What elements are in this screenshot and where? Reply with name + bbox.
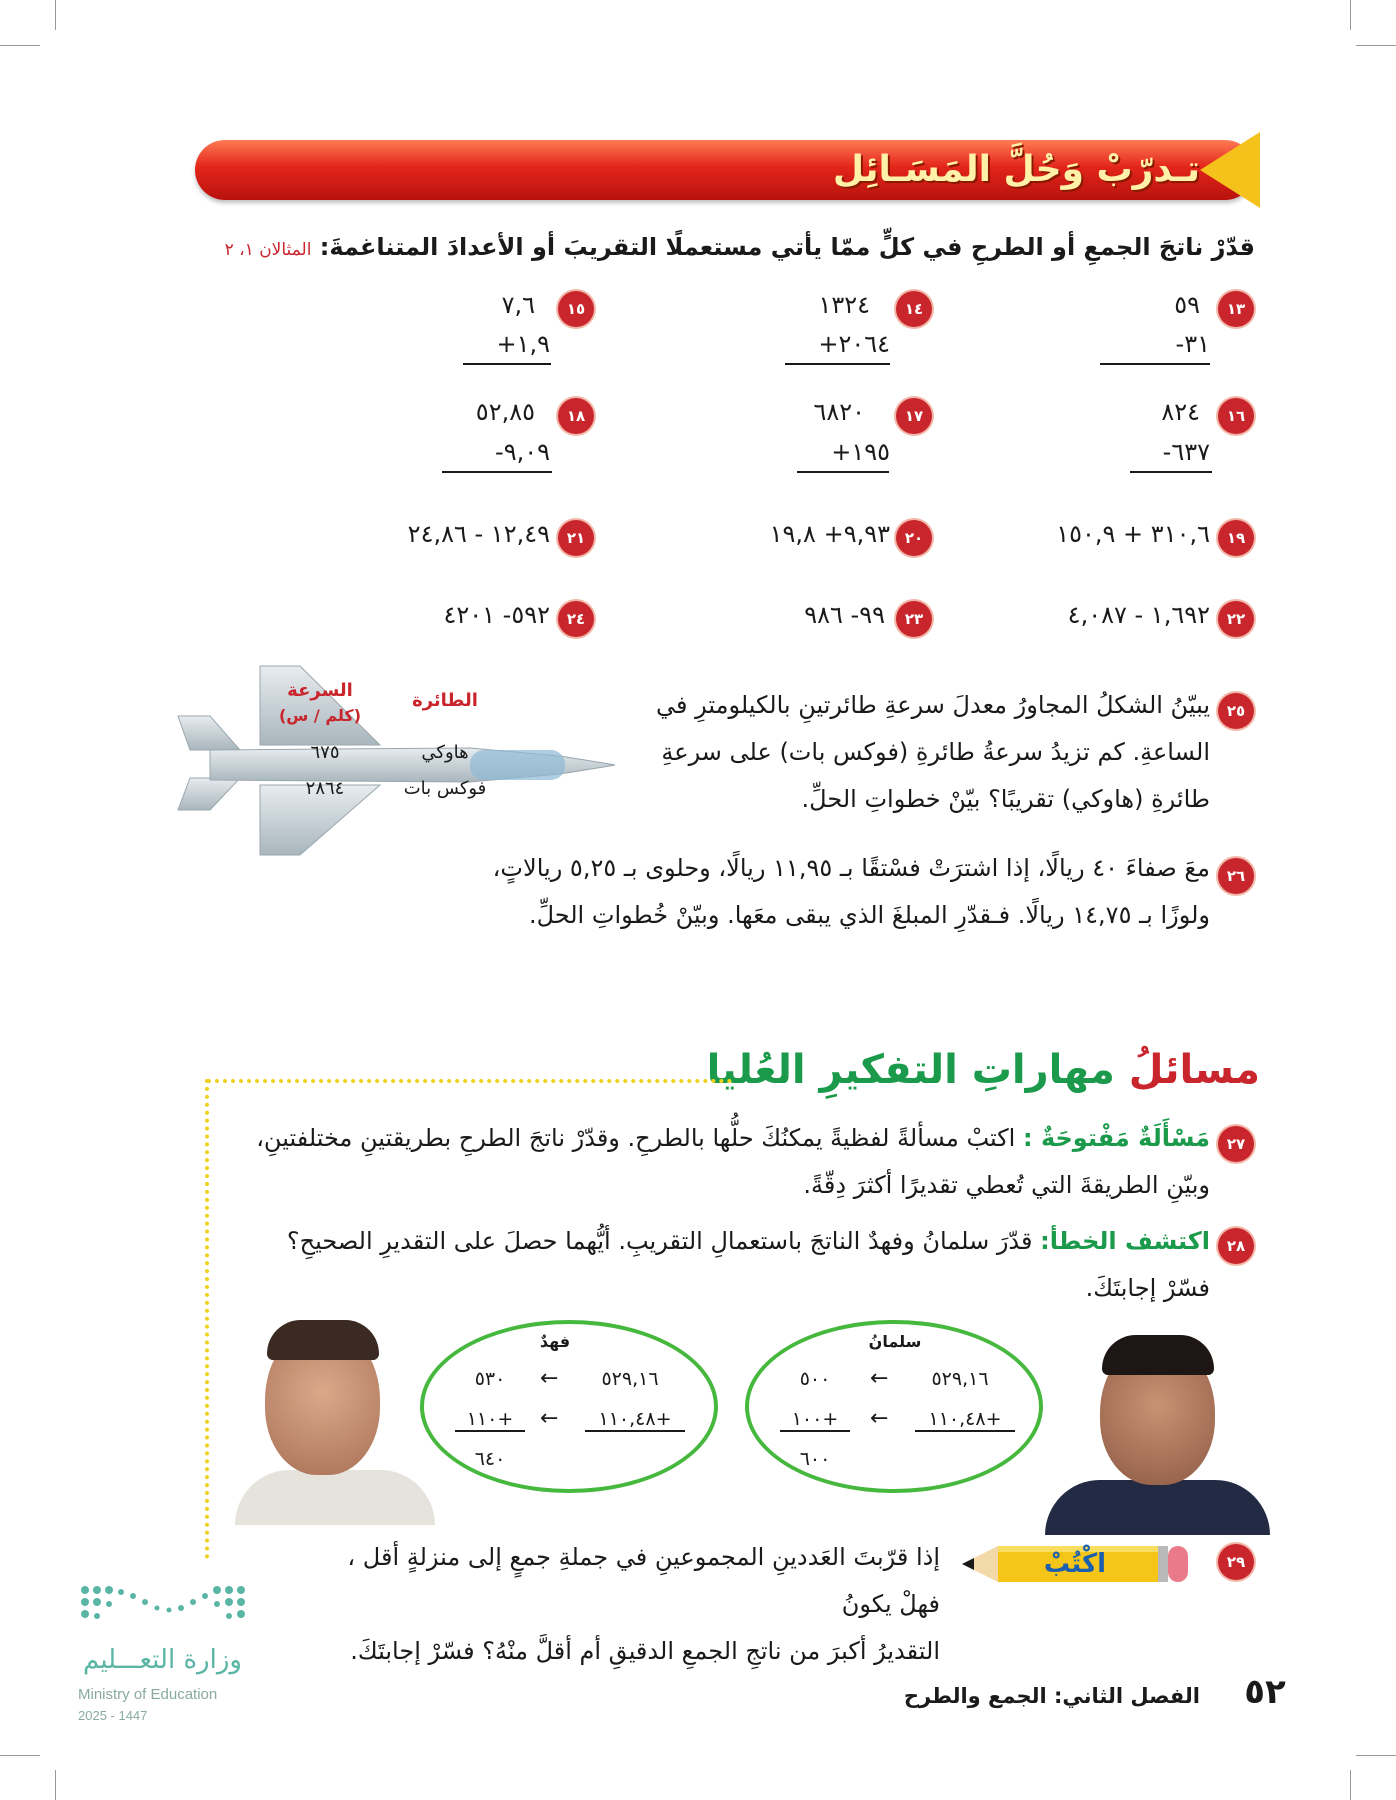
question-26-line: معَ صفاءَ ٤٠ ريالًا، إذا اشترَتْ فسْتقًا بـ ١١,٩٥ ريالًا، وحلوى بـ ٥,٢٥ ريالاتٍ، bbox=[492, 854, 1210, 882]
question-28-line: قدّرَ سلمانُ وفهدٌ الناتجَ باستعمالِ التقريبِ. أيُّهما حصلَ على التقديرِ الصحيحِ؟ bbox=[286, 1227, 1033, 1255]
arrow-left-icon: ← bbox=[870, 1406, 889, 1431]
question-29-line: إذا قرّبتَ العَددينِ المجموعينِ في جملةِ جمعٍ إلى منزلةٍ أقل ، فهلْ يكونُ bbox=[347, 1543, 940, 1618]
problem-number-badge: ١٩ bbox=[1218, 520, 1254, 556]
question-25-line: الساعةِ. كم تزيدُ سرعةُ طائرةِ (فوكس بات) على سرعةِ bbox=[661, 738, 1210, 766]
problem-17-bottom: ١٩٥+ bbox=[831, 438, 890, 466]
problem-19-expression: ٣١٠,٦ + ١٥٠,٩ bbox=[1056, 520, 1210, 548]
chapter-footer bbox=[870, 1684, 1200, 1708]
table-cell-plane: هاوكي bbox=[421, 742, 469, 763]
table-header-plane: الطائرة bbox=[412, 690, 478, 711]
open-ended-label: مَسْأَلَةٌ مَفْتوحَةٌ : bbox=[1023, 1124, 1210, 1152]
table-header-unit: (كلم / س) bbox=[278, 706, 362, 725]
problem-number-badge: ٢٢ bbox=[1218, 601, 1254, 637]
table-header-speed: السرعة bbox=[287, 680, 353, 701]
problem-16-rule bbox=[1130, 471, 1212, 473]
fahd-name: فهدٌ bbox=[539, 1332, 571, 1351]
fahd-original-1: ٥٢٩,١٦ bbox=[601, 1368, 659, 1390]
problem-number-badge: ١٦ bbox=[1218, 398, 1254, 434]
ministry-logo-icon bbox=[75, 1580, 250, 1635]
write-label: اكْتُبْ bbox=[1043, 1549, 1107, 1579]
salman-result: ٦٠٠ bbox=[799, 1448, 831, 1470]
problem-15-top: ٧,٦ bbox=[501, 291, 535, 319]
problem-15-bottom: ١,٩+ bbox=[496, 330, 550, 358]
question-25-text bbox=[620, 682, 1210, 823]
section-title: تـدرّبْ وَحُلَّ المَسَـائِل bbox=[832, 149, 1200, 190]
problem-22-expression: ١,٦٩٢ - ٤,٠٨٧ bbox=[1067, 601, 1210, 629]
question-28-text bbox=[230, 1218, 1210, 1312]
salman-estimate-2: ١٠٠+ bbox=[780, 1408, 850, 1432]
instruction-text: قدّرْ ناتجَ الجمعِ أو الطرحِ في كلٍّ ممّا يأتي مستعملًا التقريبَ أو الأعدادَ المتناغمةَ: bbox=[319, 233, 1255, 261]
table-cell-speed: ٦٧٥ bbox=[310, 742, 340, 763]
problem-17-top: ٦٨٢٠ bbox=[813, 398, 865, 426]
problem-17-rule bbox=[797, 471, 889, 473]
question-26-line: ولوزًا بـ ١٤,٧٥ ريالًا. فـقدّرِ المبلغَ الذي يبقى معَها. وبيّنْ خُطواتِ الحلِّ. bbox=[528, 901, 1210, 929]
problem-18-bottom: ٩,٠٩- bbox=[495, 438, 550, 466]
hots-dotted-line bbox=[207, 1079, 732, 1083]
crop-mark bbox=[55, 1770, 56, 1800]
salman-original-2: ١١٠,٤٨+ bbox=[915, 1408, 1015, 1432]
crop-mark bbox=[0, 45, 40, 46]
fahd-estimate-2: ١١٠+ bbox=[455, 1408, 525, 1432]
problem-16-bottom: ٦٣٧- bbox=[1162, 438, 1210, 466]
ministry-english: Ministry of Education bbox=[78, 1686, 218, 1703]
crop-mark bbox=[1356, 45, 1396, 46]
problem-14-top: ١٣٢٤ bbox=[818, 291, 870, 319]
instruction bbox=[224, 233, 1255, 261]
boy-fahd-photo bbox=[215, 1320, 435, 1520]
hots-header bbox=[706, 1040, 1260, 1100]
problem-number-badge: ٢٣ bbox=[896, 601, 932, 637]
fahd-estimate-1: ٥٣٠ bbox=[474, 1368, 506, 1390]
problem-14-bottom: ٢٠٦٤+ bbox=[818, 330, 890, 358]
problem-14-rule bbox=[785, 363, 890, 365]
problem-18-rule bbox=[442, 471, 552, 473]
fahd-result: ٦٤٠ bbox=[474, 1448, 506, 1470]
problem-20-expression: ٩,٩٣+ ١٩,٨ bbox=[769, 520, 890, 548]
problem-number-badge: ١٧ bbox=[896, 398, 932, 434]
shirt bbox=[1045, 1480, 1270, 1535]
problem-13-rule bbox=[1100, 363, 1210, 365]
problem-24-expression: ٥٩٢- ٤٢٠١ bbox=[443, 601, 550, 629]
arrow-left-icon: ← bbox=[540, 1366, 559, 1391]
example-ref: المثالان ١، ٢ bbox=[224, 240, 312, 260]
question-number-badge: ٢٥ bbox=[1218, 693, 1254, 729]
hair bbox=[267, 1320, 379, 1360]
boy-salman-photo bbox=[1040, 1330, 1270, 1530]
question-26-text bbox=[370, 845, 1210, 939]
crop-mark bbox=[1350, 1770, 1351, 1800]
problem-18-top: ٥٢,٨٥ bbox=[475, 398, 535, 426]
arrow-left-icon: ← bbox=[870, 1366, 889, 1391]
ministry-year: 2025 - 1447 bbox=[78, 1708, 148, 1723]
problem-number-badge: ٢٤ bbox=[558, 601, 594, 637]
question-29-line: التقديرُ أكبرَ من ناتجِ الجمعِ الدقيقِ أم أقلَّ منْهُ؟ فسّرْ إجابتَكَ. bbox=[350, 1637, 940, 1665]
salman-name: سلمانُ bbox=[868, 1332, 922, 1351]
question-27-line: وبيّنِ الطريقةَ التي تُعطي تقديرًا أكثرَ دِقّةً. bbox=[803, 1171, 1210, 1199]
arrow-left-icon: ← bbox=[540, 1406, 559, 1431]
problem-number-badge: ١٨ bbox=[558, 398, 594, 434]
problem-number-badge: ١٤ bbox=[896, 291, 932, 327]
crop-mark bbox=[1350, 0, 1351, 30]
question-27-text bbox=[230, 1115, 1210, 1209]
problem-15-rule bbox=[463, 363, 551, 365]
table-cell-plane: فوكس بات bbox=[403, 778, 487, 799]
hots-dotted-vline bbox=[205, 1079, 209, 1559]
crop-mark bbox=[0, 1755, 40, 1756]
question-28-line: فسّرْ إجابتَكَ. bbox=[1085, 1274, 1210, 1302]
question-number-badge: ٢٨ bbox=[1218, 1228, 1254, 1264]
problem-number-badge: ٢٠ bbox=[896, 520, 932, 556]
question-number-badge: ٢٩ bbox=[1218, 1544, 1254, 1580]
banner-arrow-icon bbox=[1200, 132, 1260, 208]
find-error-label: اكتشف الخطأ: bbox=[1040, 1227, 1210, 1255]
question-25-line: يبيّنُ الشكلُ المجاورُ معدلَ سرعةِ طائرتينِ بالكيلومترِ في bbox=[656, 691, 1210, 719]
crop-mark bbox=[55, 0, 56, 30]
salman-original-1: ٥٢٩,١٦ bbox=[931, 1368, 989, 1390]
salman-estimate-1: ٥٠٠ bbox=[799, 1368, 831, 1390]
question-29-text bbox=[300, 1534, 940, 1675]
crop-mark bbox=[1356, 1755, 1396, 1756]
chapter-label: الفصل الثاني: bbox=[1053, 1684, 1200, 1708]
problem-16-top: ٨٢٤ bbox=[1161, 398, 1200, 426]
problem-number-badge: ١٣ bbox=[1218, 291, 1254, 327]
problem-13-top: ٥٩ bbox=[1174, 291, 1200, 319]
shirt bbox=[235, 1470, 435, 1525]
chapter-title: الجمع والطرح bbox=[903, 1684, 1047, 1708]
problem-number-badge: ١٥ bbox=[558, 291, 594, 327]
hots-word-2: مهاراتِ التفكيرِ العُليا bbox=[706, 1047, 1115, 1093]
fahd-original-2: ١١٠,٤٨+ bbox=[585, 1408, 685, 1432]
table-cell-speed: ٢٨٦٤ bbox=[305, 778, 345, 799]
hair bbox=[1102, 1335, 1214, 1375]
problem-23-expression: ٩٩- ٩٨٦ bbox=[804, 601, 885, 629]
problem-13-bottom: ٣١- bbox=[1175, 330, 1210, 358]
ministry-arabic: وزارة التعـــليم bbox=[83, 1645, 242, 1675]
problem-number-badge: ٢١ bbox=[558, 520, 594, 556]
problem-21-expression: ١٢,٤٩ - ٢٤,٨٦ bbox=[407, 520, 550, 548]
question-27-line: اكتبْ مسألةً لفظيةً يمكنُكَ حلُّها بالطرحِ. وقدّرْ ناتجَ الطرحِ بطريقتينِ مختلفتينِ، bbox=[256, 1124, 1016, 1152]
question-number-badge: ٢٧ bbox=[1218, 1126, 1254, 1162]
page-number: ٥٢ bbox=[1244, 1672, 1286, 1712]
question-number-badge: ٢٦ bbox=[1218, 858, 1254, 894]
question-25-line: طائرةِ (هاوكي) تقريبًا؟ بيّنْ خطواتِ الحلِّ. bbox=[801, 785, 1210, 813]
hots-word-1: مسائلُ bbox=[1128, 1047, 1260, 1093]
